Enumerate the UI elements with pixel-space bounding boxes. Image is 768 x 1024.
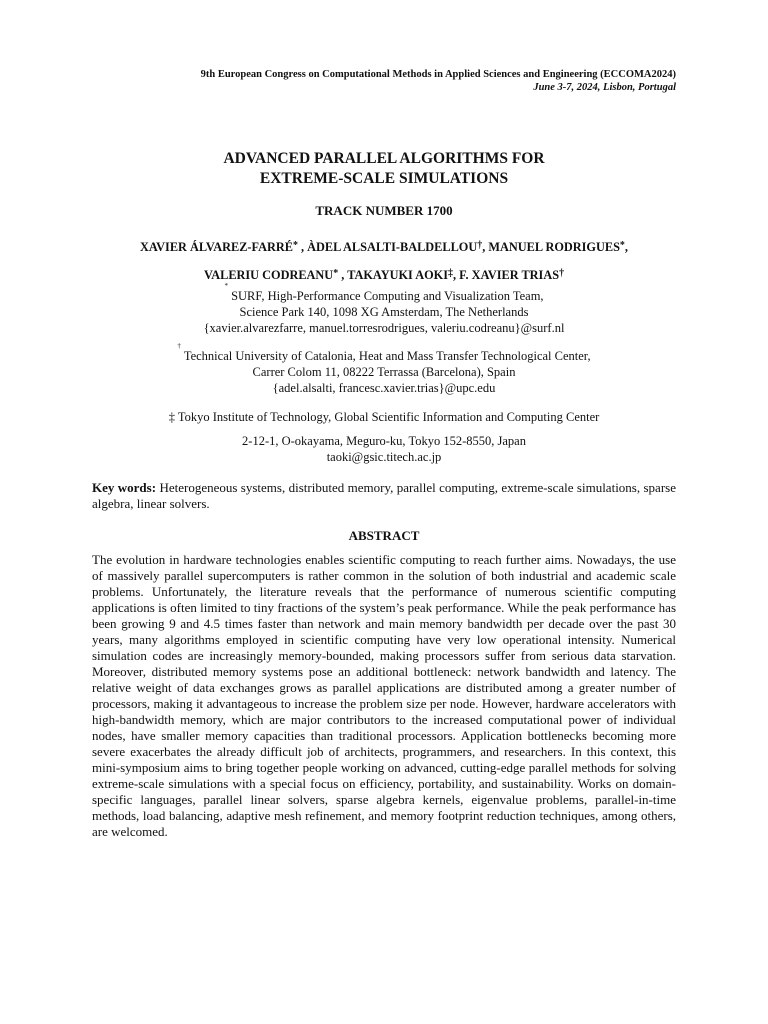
affiliation-email: {xavier.alvarezfarre, manuel.torresrodrigues, valeriu.codreanu}@surf.nl xyxy=(203,321,565,335)
affiliation-tokyo-tech xyxy=(92,409,676,465)
affiliation-surf xyxy=(92,282,676,336)
conference-name: 9th European Congress on Computational Methods in Applied Sciences and Engineering (ECCOMA2024) xyxy=(200,69,676,80)
affiliation-line: SURF, High-Performance Computing and Visualization Team, xyxy=(231,289,544,303)
paper-title xyxy=(92,149,676,189)
abstract-heading: ABSTRACT xyxy=(348,528,420,543)
author-mark: * xyxy=(333,268,339,279)
affiliation-line: Technical University of Catalonia, Heat and Mass Transfer Technological Center, xyxy=(183,349,591,363)
author-mark: * xyxy=(292,240,298,251)
author-separator: , xyxy=(453,268,460,282)
affiliation-line: Science Park 140, 1098 XG Amsterdam, The Netherlands xyxy=(239,305,529,319)
author-line-2 xyxy=(92,261,676,289)
author-separator: , xyxy=(624,240,628,254)
author-name: VALERIU CODREANU xyxy=(203,268,334,282)
keywords-text: Heterogeneous systems, distributed memory, parallel computing, extreme-scale simulations, sparse algebra, linear solvers. xyxy=(92,480,676,511)
conference-date-location: June 3-7, 2024, Lisbon, Portugal xyxy=(533,82,676,93)
author-mark: † xyxy=(477,240,483,251)
author-mark: ‡ xyxy=(448,268,453,279)
affiliation-line: 2-12-1, O-okayama, Meguro-ku, Tokyo 152-8550, Japan xyxy=(242,434,526,448)
author-separator: , xyxy=(338,268,348,282)
affiliation-mark: † xyxy=(177,342,181,350)
author-list xyxy=(92,233,676,289)
author-mark: † xyxy=(559,268,565,279)
affiliation-line: Carrer Colom 11, 08222 Terrassa (Barcelona), Spain xyxy=(252,365,516,379)
title-line-2: EXTREME-SCALE SIMULATIONS xyxy=(259,170,509,187)
author-name: XAVIER ÁLVAREZ-FARRÉ xyxy=(139,240,293,254)
author-name: MANUEL RODRIGUES xyxy=(488,240,620,254)
abstract-body: The evolution in hardware technologies enables scientific computing to reach further aims. Nowadays, the use of massively parallel supercomputers is rather common in the solution of both industrial and academic scale problems. Unfortunately, the literature reveals that the performance of numerous scientific computing applications is often limited to tiny fractions of the system’s peak performance. While the peak performance has been growing 9 and 4.5 times faster than network and main memory bandwidth per decade over the past 30 years, many algorithms employed in scientific computing have very low operational intensity. Numerical simulation codes are increasingly memory-bounded, making processors suffer from serious data starvation. Moreover, distributed memory systems pose an additional bottleneck: network bandwidth and latency. The relative weight of data exchanges grows as parallel applications are distributed among a greater number of processors, making it advantageous to increase the problem size per node. However, hardware accelerators with high-bandwidth memory, which are major contributors to the increased computational power of individual nodes, have smaller memory capacities than traditional processors. Application bottlenecks becoming more severe exacerbates the already difficult job of architects, programmers, and researchers. In this context, this mini-symposium aims to bring together people working on advanced, cutting-edge parallel methods for solving extreme-scale simulations with a special focus on efficiency, portability, and sustainability. Works on domain-specific languages, parallel linear solvers, sparse algebra kernels, eigenvalue problems, parallel-in-time methods, load balancing, adaptive mesh refinement, and memory footprint reduction techniques, among others, are welcomed. xyxy=(92,552,676,839)
affiliation-upc xyxy=(92,342,676,396)
title-line-1: ADVANCED PARALLEL ALGORITHMS FOR xyxy=(223,150,545,167)
running-header xyxy=(92,68,676,94)
affiliation-mark: * xyxy=(224,282,228,290)
affiliation-mark: ‡ xyxy=(168,410,175,424)
author-mark: * xyxy=(619,240,625,251)
keywords-label: Key words: xyxy=(92,480,157,495)
affiliation-email: taoki@gsic.titech.ac.jp xyxy=(326,450,442,464)
author-separator: , xyxy=(297,240,308,254)
author-name: ÀDEL ALSALTI-BALDELLOU xyxy=(307,240,478,254)
author-name: TAKAYUKI AOKI xyxy=(347,268,448,282)
author-line-1 xyxy=(92,233,676,261)
track-number: TRACK NUMBER 1700 xyxy=(315,203,453,218)
affiliation-line: Tokyo Institute of Technology, Global Scientific Information and Computing Center xyxy=(177,410,600,424)
affiliation-email: {adel.alsalti, francesc.xavier.trias}@upc.edu xyxy=(272,381,496,395)
keywords xyxy=(92,480,676,512)
author-name: F. XAVIER TRIAS xyxy=(459,268,560,282)
author-separator: , xyxy=(482,240,489,254)
